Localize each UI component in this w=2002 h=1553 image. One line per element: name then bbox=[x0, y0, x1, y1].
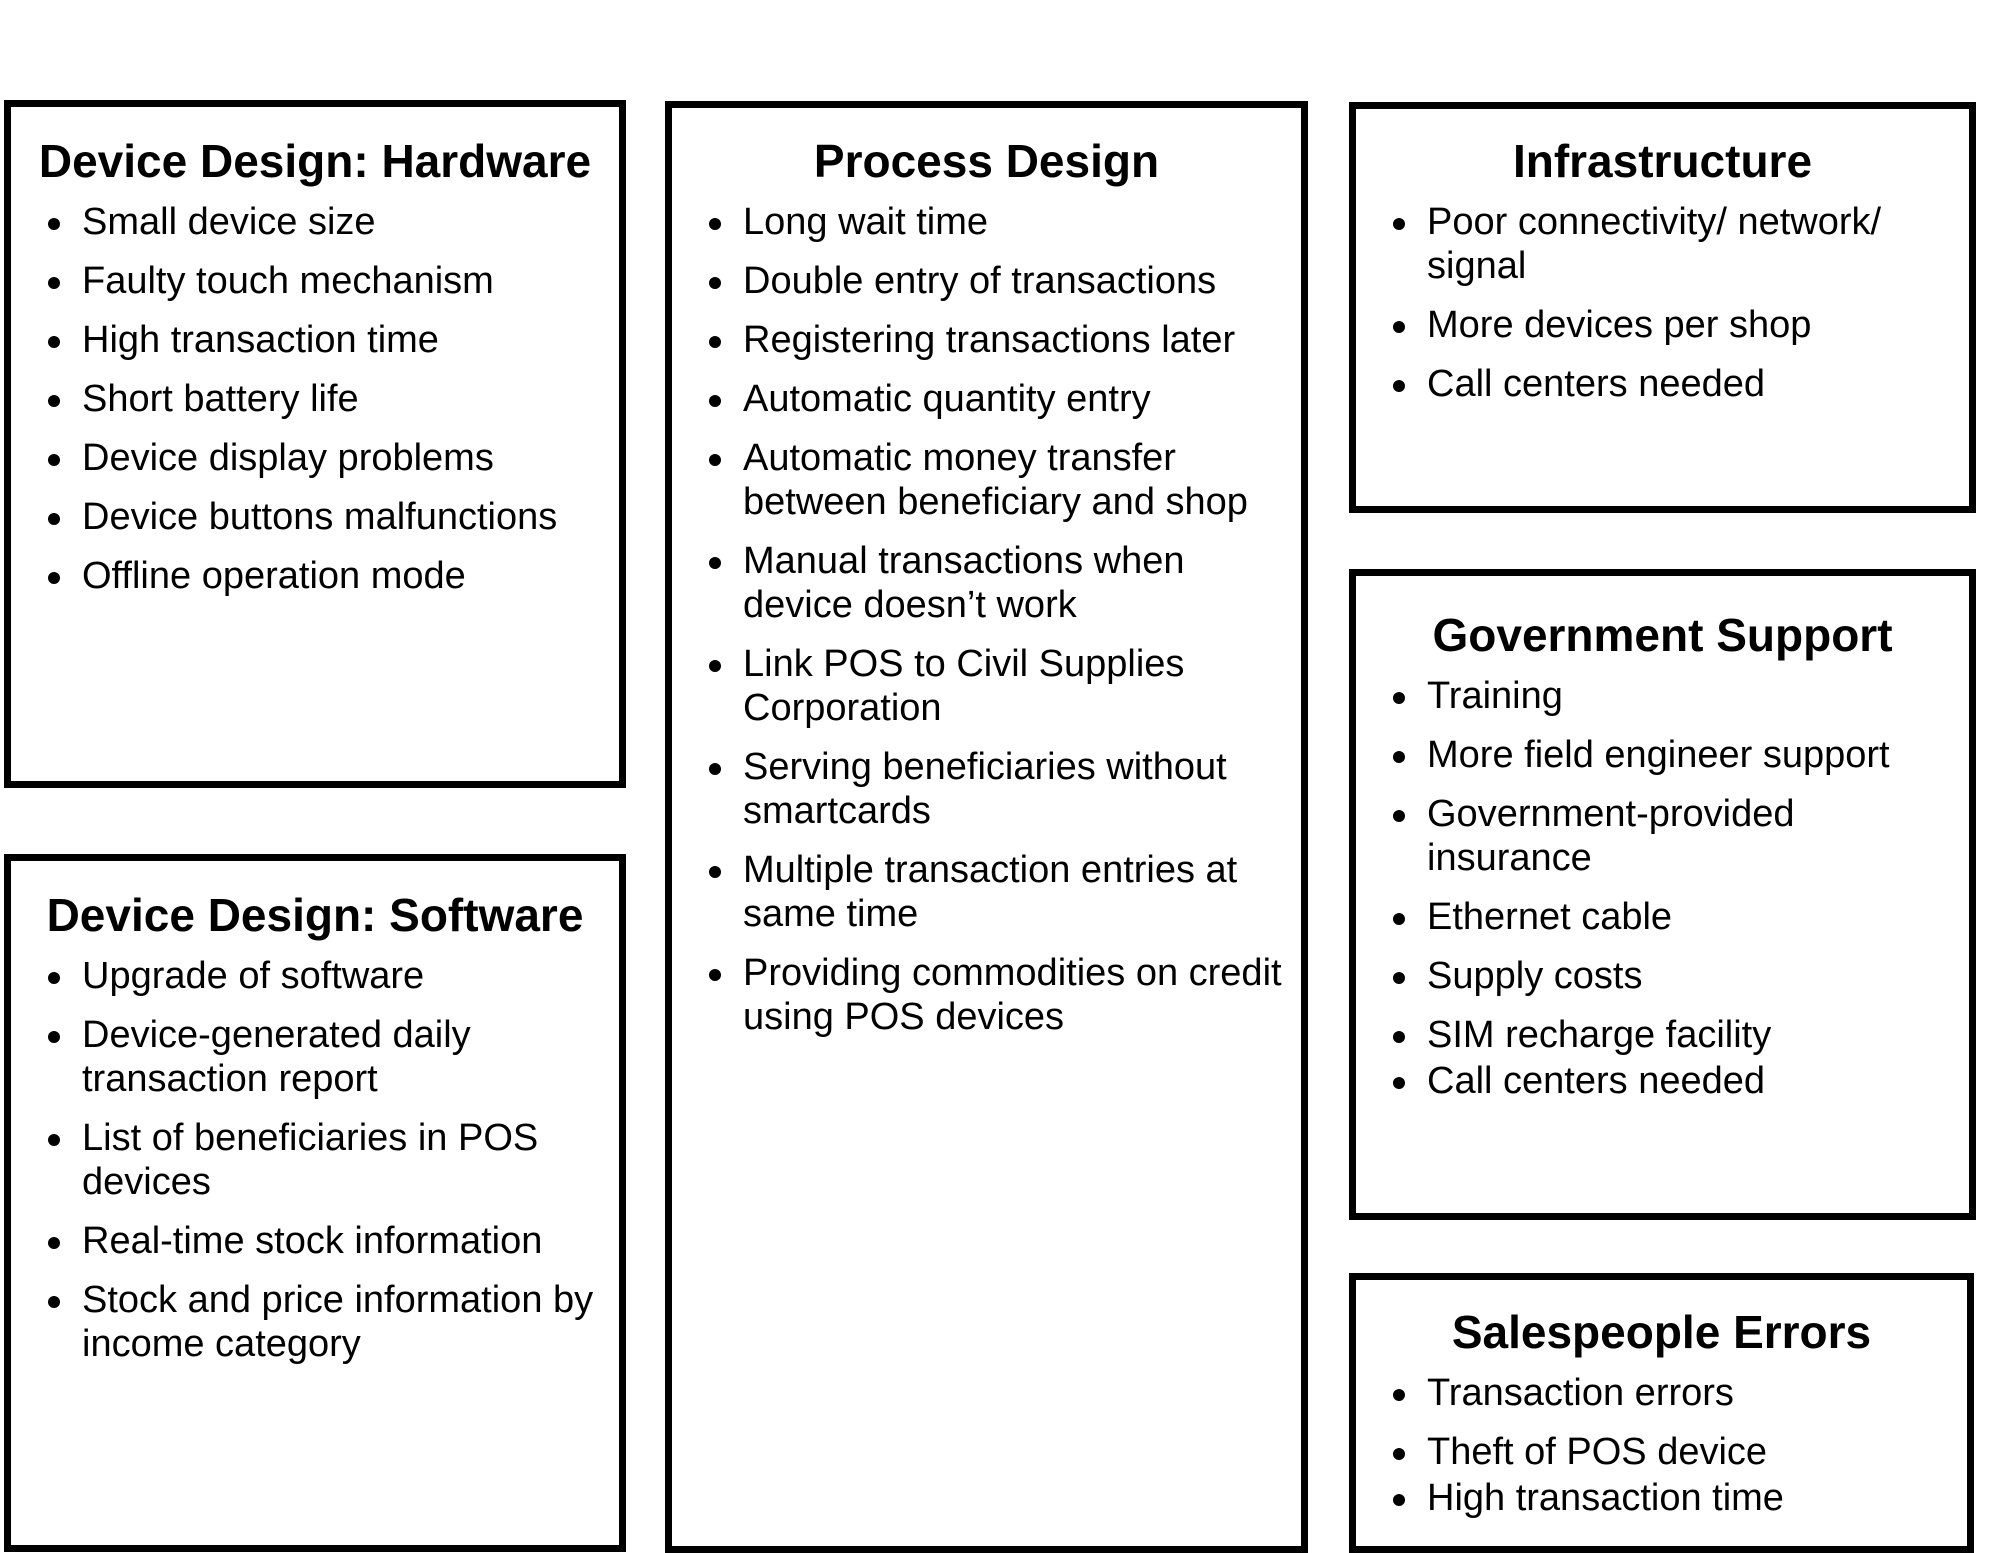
list-item: Small device size bbox=[42, 200, 619, 244]
list-item: High transaction time bbox=[42, 318, 619, 362]
list-item: High transaction time bbox=[1387, 1476, 1967, 1520]
item-list bbox=[1387, 1371, 1967, 1520]
item-list bbox=[42, 954, 619, 1366]
list-item: Offline operation mode bbox=[42, 554, 619, 598]
list-item: Long wait time bbox=[703, 200, 1303, 244]
box-title: Infrastructure bbox=[1512, 135, 1813, 187]
box-device-design-hardware bbox=[4, 100, 626, 788]
box-government-support bbox=[1349, 569, 1976, 1220]
list-item: Call centers needed bbox=[1387, 362, 1957, 406]
list-item: Automatic quantity entry bbox=[703, 377, 1303, 421]
list-item: SIM recharge facility bbox=[1387, 1013, 1957, 1057]
list-item: Device-generated daily transaction report bbox=[42, 1013, 642, 1101]
list-item: Device display problems bbox=[42, 436, 619, 480]
list-item: Serving beneficiaries without smartcards bbox=[703, 745, 1303, 833]
list-item: Registering transactions later bbox=[703, 318, 1303, 362]
list-item: Faulty touch mechanism bbox=[42, 259, 619, 303]
item-list bbox=[1387, 674, 1969, 1103]
box-process-design bbox=[665, 101, 1308, 1553]
list-item: More devices per shop bbox=[1387, 303, 1957, 347]
list-item: Upgrade of software bbox=[42, 954, 642, 998]
box-title: Device Design: Software bbox=[46, 889, 584, 941]
list-item: Link POS to Civil Supplies Corporation bbox=[703, 642, 1303, 730]
list-item: Automatic money transfer between beneficiary and shop bbox=[703, 436, 1303, 524]
list-item: List of beneficiaries in POS devices bbox=[42, 1116, 642, 1204]
list-item: Theft of POS device bbox=[1387, 1430, 1967, 1474]
list-item: Real-time stock information bbox=[42, 1219, 642, 1263]
box-title: Device Design: Hardware bbox=[38, 135, 592, 187]
list-item: Transaction errors bbox=[1387, 1371, 1967, 1415]
list-item: Short battery life bbox=[42, 377, 619, 421]
box-title: Process Design bbox=[813, 135, 1160, 187]
item-list bbox=[703, 200, 1301, 1039]
list-item: Government-provided insurance bbox=[1387, 792, 1957, 880]
box-infrastructure bbox=[1349, 102, 1976, 513]
box-title: Salespeople Errors bbox=[1451, 1306, 1872, 1358]
list-item: Manual transactions when device doesn’t work bbox=[703, 539, 1303, 627]
item-list bbox=[1387, 200, 1969, 406]
list-item: Double entry of transactions bbox=[703, 259, 1303, 303]
item-list bbox=[42, 200, 619, 598]
list-item: Supply costs bbox=[1387, 954, 1957, 998]
box-device-design-software bbox=[4, 854, 626, 1552]
list-item: Ethernet cable bbox=[1387, 895, 1957, 939]
box-title: Government Support bbox=[1432, 609, 1893, 661]
list-item: Call centers needed bbox=[1387, 1059, 1957, 1103]
box-salespeople-errors bbox=[1349, 1273, 1974, 1553]
list-item: Poor connectivity/ network/ signal bbox=[1387, 200, 1957, 288]
list-item: Stock and price information by income category bbox=[42, 1278, 642, 1366]
list-item: Multiple transaction entries at same time bbox=[703, 848, 1303, 936]
list-item: Training bbox=[1387, 674, 1957, 718]
list-item: Providing commodities on credit using POS devices bbox=[703, 951, 1303, 1039]
list-item: More field engineer support bbox=[1387, 733, 1957, 777]
list-item: Device buttons malfunctions bbox=[42, 495, 619, 539]
